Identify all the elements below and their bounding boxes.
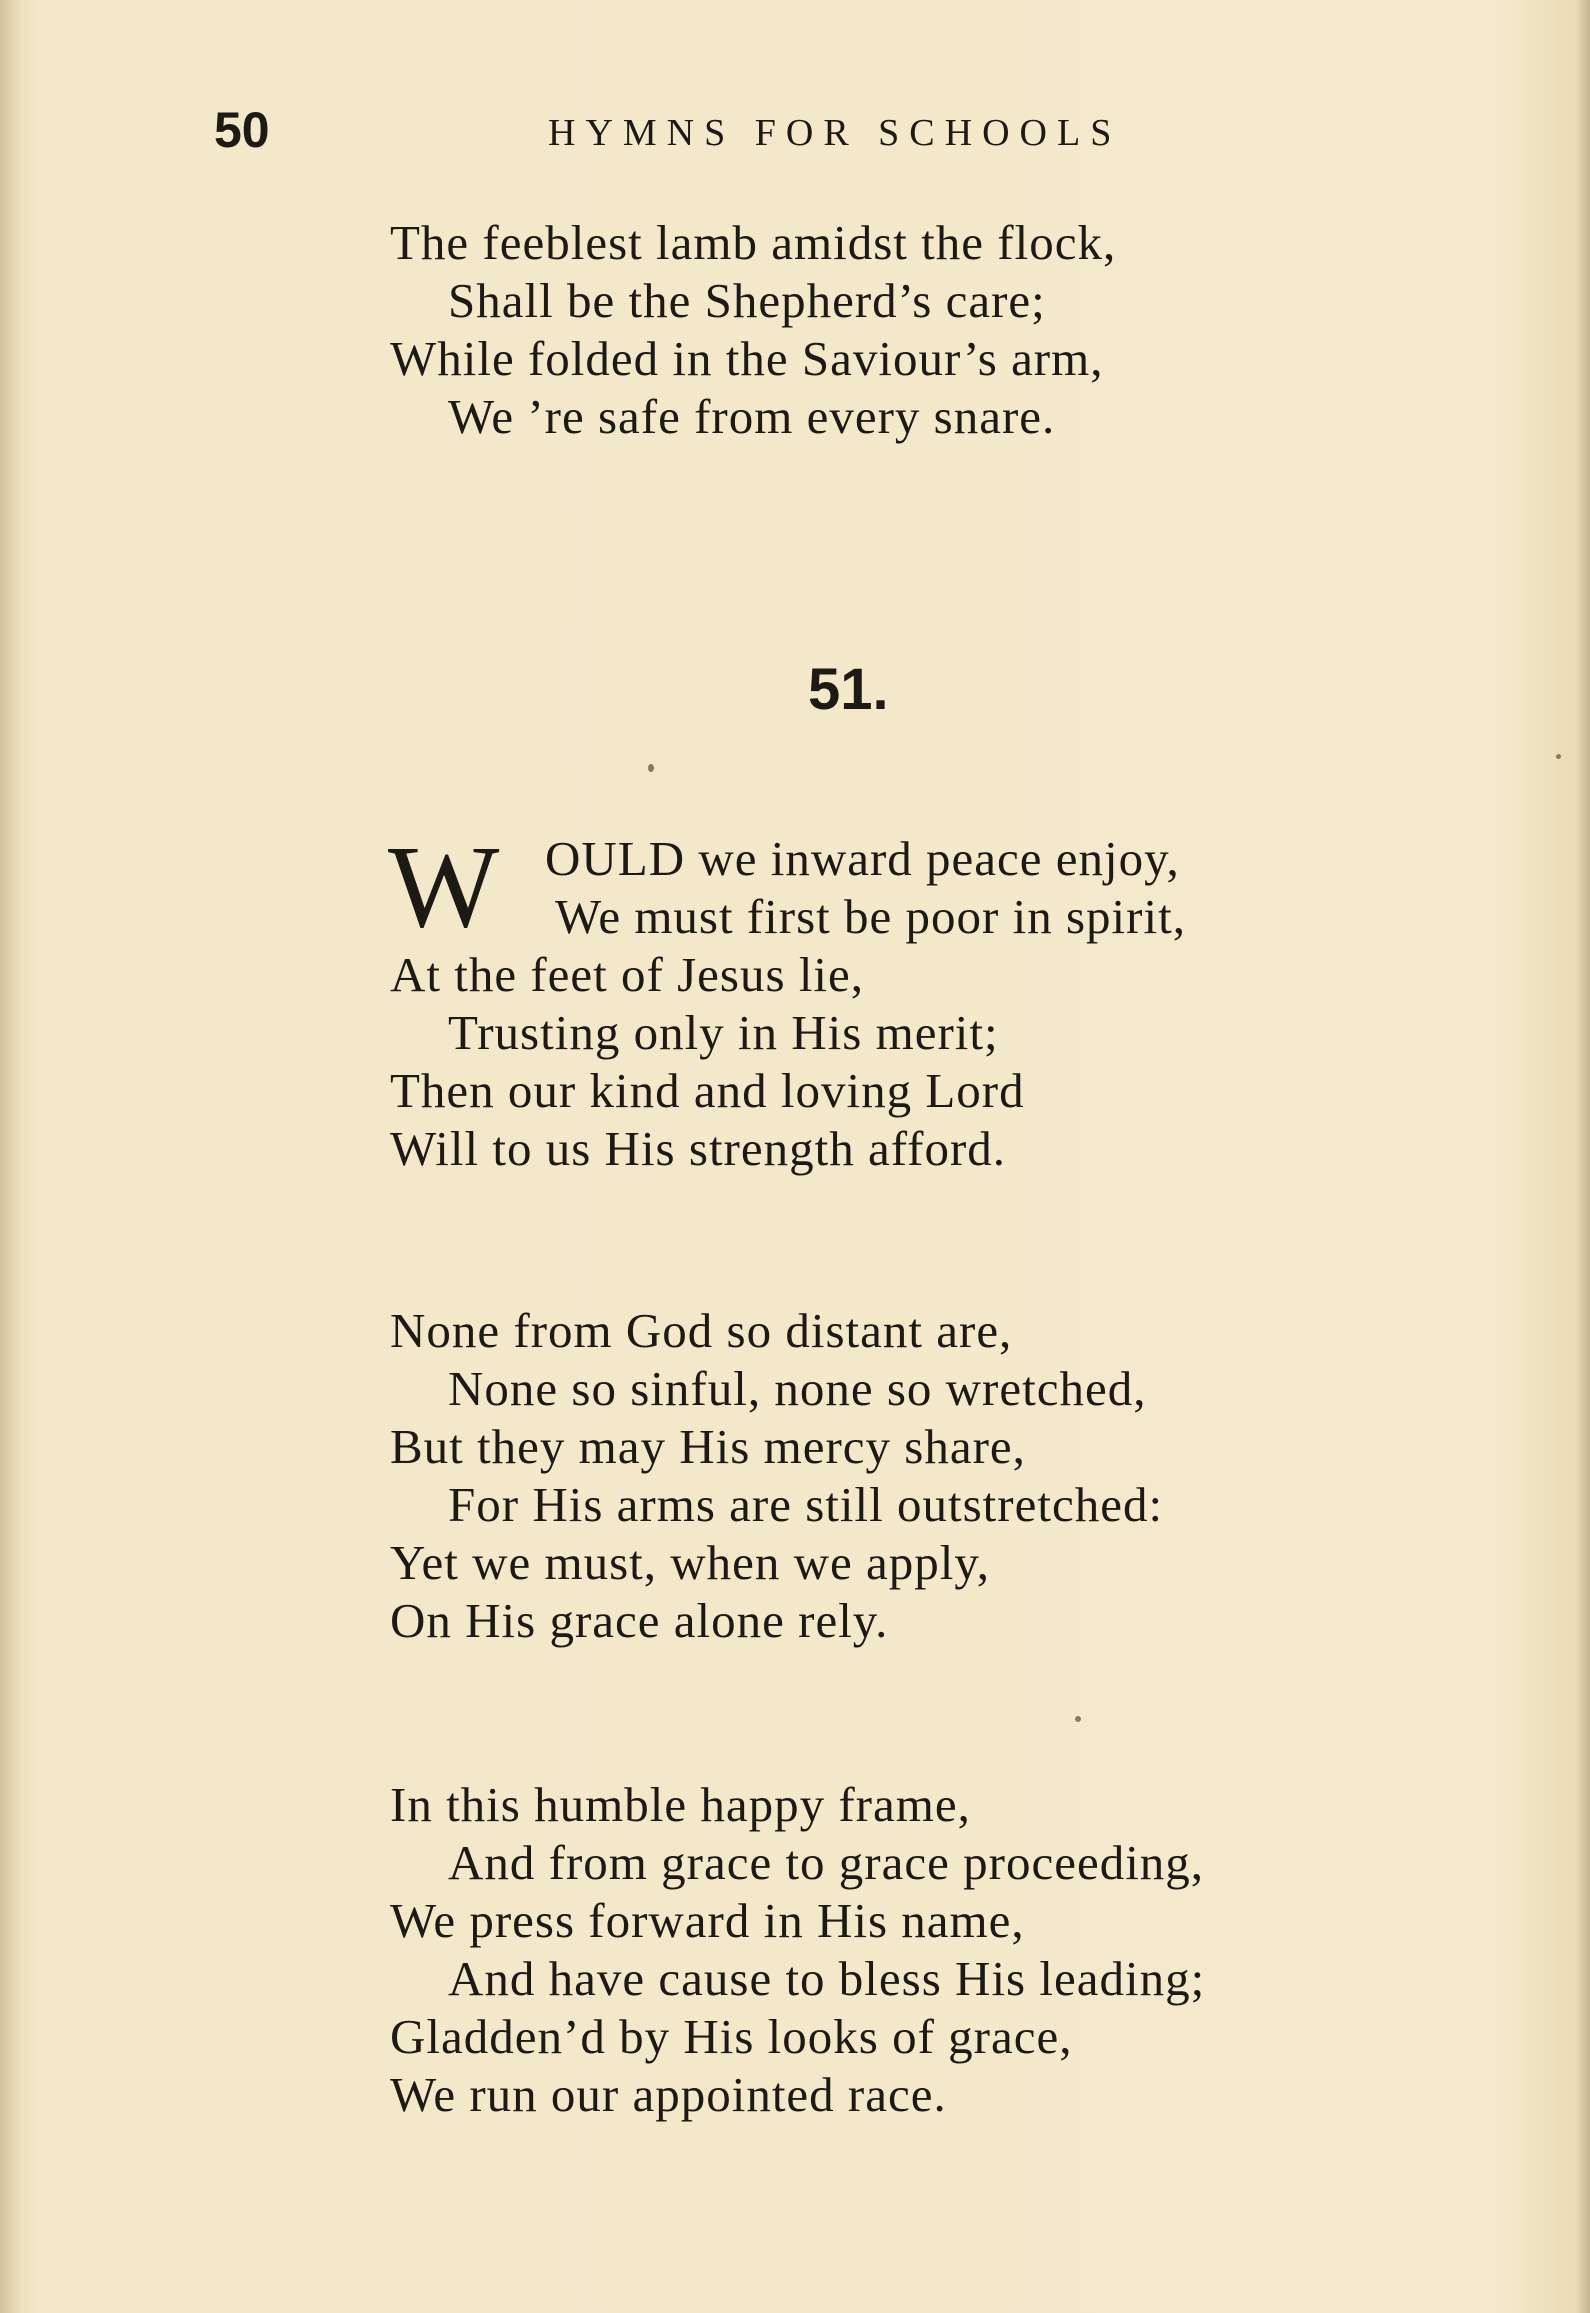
hymn-stanza-2 xyxy=(390,1302,1163,1650)
verse-line: We press forward in His name, xyxy=(390,1893,1025,1948)
verse-line: OULD we inward peace enjoy, xyxy=(545,831,1180,886)
verse-line: Shall be the Shepherd’s care; xyxy=(448,273,1046,328)
verse-line: On His grace alone rely. xyxy=(390,1593,889,1648)
running-title: HYMNS FOR SCHOOLS xyxy=(548,112,1122,154)
ink-speck xyxy=(648,764,654,772)
verse-line: The feeblest lamb amidst the flock, xyxy=(390,215,1117,270)
verse-line: None from God so distant are, xyxy=(390,1303,1013,1358)
previous-hymn-stanza xyxy=(390,214,1116,446)
verse-line: Yet we must, when we apply, xyxy=(390,1535,990,1590)
verse-line: At the feet of Jesus lie, xyxy=(390,947,865,1002)
verse-line: Then our kind and loving Lord xyxy=(390,1063,1025,1118)
verse-line: And from grace to grace proceeding, xyxy=(448,1835,1205,1890)
ink-speck xyxy=(1075,1716,1081,1722)
verse-line: We must first be poor in spirit, xyxy=(555,889,1186,944)
verse-line: None so sinful, none so wretched, xyxy=(448,1361,1147,1416)
verse-line: For His arms are still outstretched: xyxy=(448,1477,1164,1532)
verse-line: We run our appointed race. xyxy=(390,2067,947,2122)
page-number: 50 xyxy=(214,102,270,158)
hymn-stanza-3 xyxy=(390,1776,1205,2124)
verse-line: While folded in the Saviour’s arm, xyxy=(390,331,1104,386)
spine-shadow xyxy=(0,0,22,2313)
drop-cap: W xyxy=(388,821,500,952)
ink-speck xyxy=(1556,754,1561,759)
verse-line: Will to us His strength afford. xyxy=(390,1121,1007,1176)
verse-line: But they may His mercy share, xyxy=(390,1419,1026,1474)
verse-line: And have cause to bless His leading; xyxy=(448,1951,1206,2006)
page-edge-shadow xyxy=(1576,0,1590,2313)
hymn-number: 51. xyxy=(808,657,889,722)
verse-line: Gladden’d by His looks of grace, xyxy=(390,2009,1073,2064)
hymn-stanza-1 xyxy=(388,821,1186,1178)
verse-line: Trusting only in His merit; xyxy=(448,1005,999,1060)
verse-line: We ’re safe from every snare. xyxy=(448,389,1056,444)
verse-line: In this humble happy frame, xyxy=(390,1777,971,1832)
